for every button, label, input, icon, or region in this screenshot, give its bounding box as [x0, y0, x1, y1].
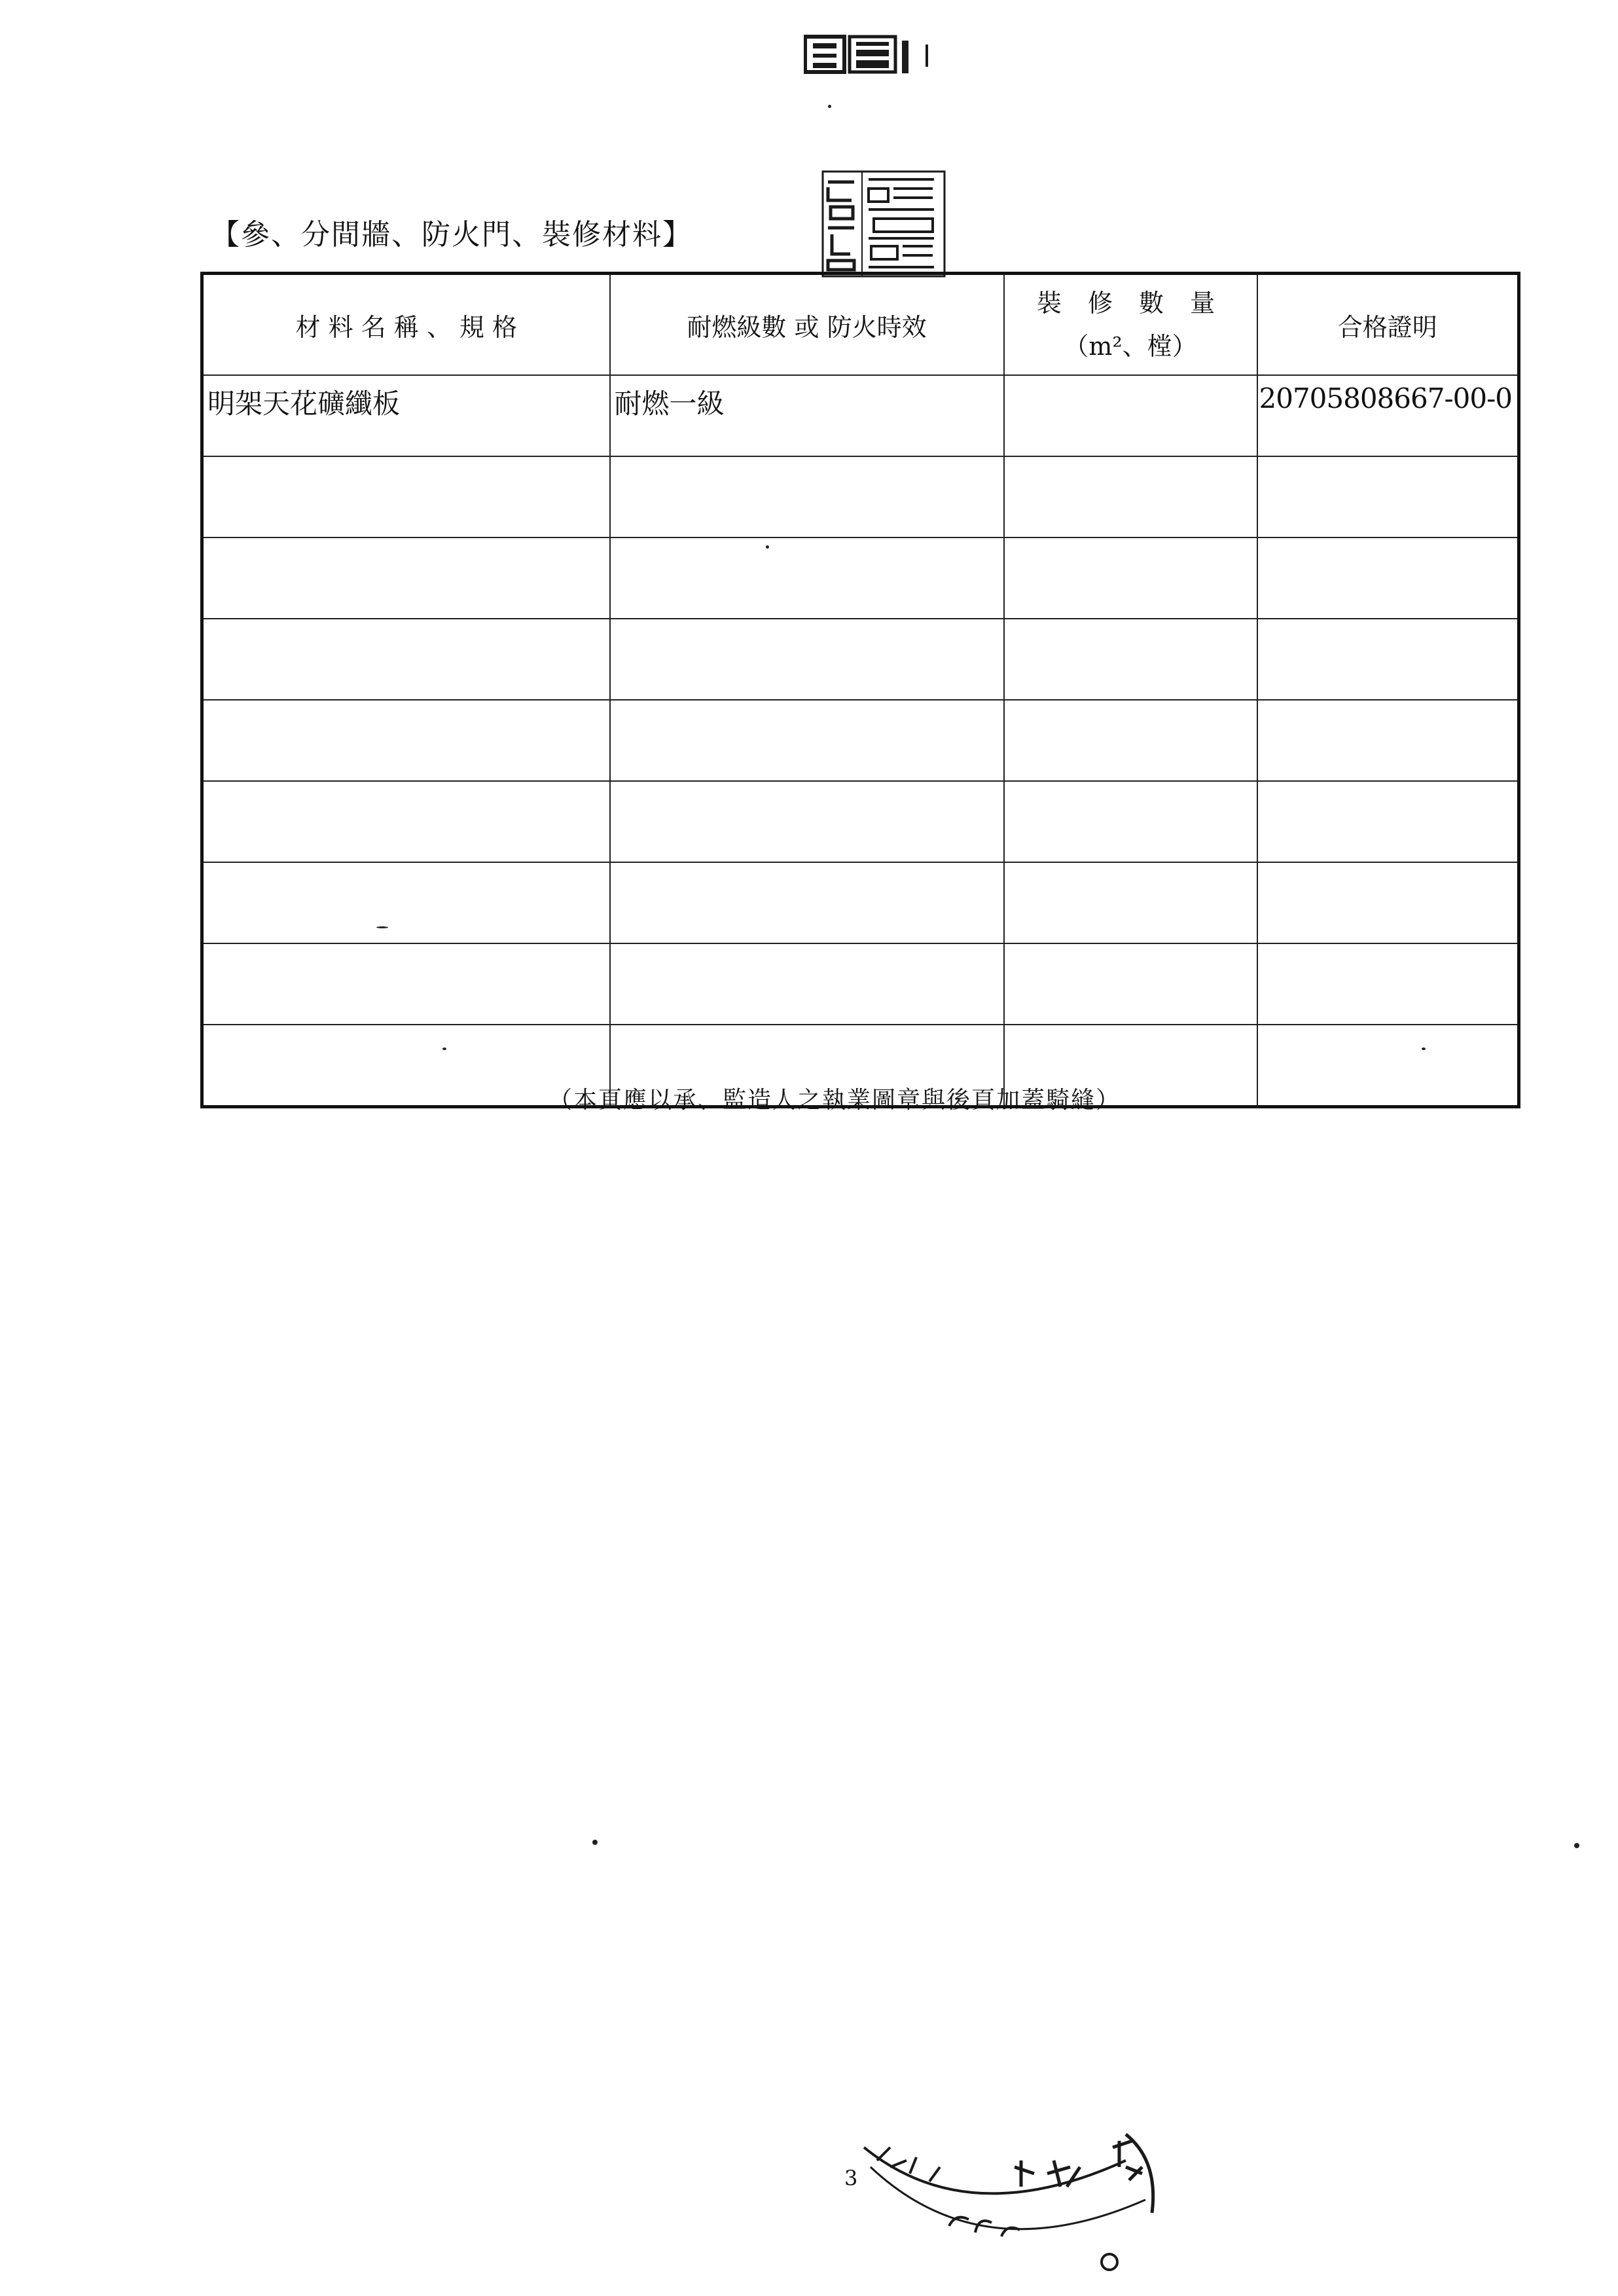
- cell-fire-rating: [610, 943, 1004, 1025]
- scan-speck: [828, 105, 831, 108]
- cell-material-name: [202, 456, 610, 538]
- cell-quantity: [1004, 538, 1257, 619]
- cell-quantity: [1004, 943, 1257, 1025]
- table-row: [202, 456, 1519, 538]
- cell-fire-rating: [610, 538, 1004, 619]
- page-number: 3: [844, 2166, 858, 2191]
- header-certificate-label: 合格證明: [1337, 312, 1437, 342]
- footnote: （本頁應以承、監造人之執業圖章與後頁加蓋騎縫）: [548, 1087, 1121, 1114]
- scan-speck: [376, 926, 388, 928]
- header-material-name-label: 材 料 名 稱 、 規 格: [295, 312, 517, 342]
- cell-fire-rating: [610, 700, 1004, 781]
- cell-certificate: [1257, 456, 1519, 538]
- cell-fire-rating: [610, 456, 1004, 538]
- header-quantity: [1004, 274, 1257, 376]
- table-row: [202, 781, 1519, 862]
- cell-certificate: [1257, 538, 1519, 619]
- cell-material-name: [202, 943, 610, 1025]
- scan-speck: [1422, 1048, 1426, 1050]
- cell-quantity: [1004, 781, 1257, 862]
- seal-stamp-bottom: [851, 2121, 1165, 2296]
- cell-fire-rating: [610, 619, 1004, 700]
- table-row: [202, 538, 1519, 619]
- scan-speck: [1574, 1843, 1579, 1848]
- scan-speck: [592, 1840, 598, 1845]
- header-certificate: [1257, 274, 1519, 376]
- seal-stamp-top: [804, 31, 946, 77]
- cell-quantity: [1004, 456, 1257, 538]
- cell-fire-rating: [610, 781, 1004, 862]
- header-quantity-unit: （m²、樘）: [1064, 332, 1197, 361]
- cell-quantity: [1004, 619, 1257, 700]
- cell-certificate: [1257, 619, 1519, 700]
- table-row: [202, 700, 1519, 781]
- cell-fire-rating: [610, 862, 1004, 943]
- seal-stamp-middle: [821, 169, 946, 280]
- cell-certificate: [1257, 781, 1519, 862]
- cell-material-name: [202, 538, 610, 619]
- cell-material-name: 明架天花礦纖板: [202, 375, 610, 456]
- cell-material-name: [202, 781, 610, 862]
- cell-certificate: [1257, 1025, 1519, 1107]
- table-row: [202, 375, 1519, 456]
- table-header-row: [202, 274, 1519, 376]
- cell-material-name: [202, 619, 610, 700]
- header-fire-rating: [610, 274, 1004, 376]
- scan-speck: [766, 545, 769, 549]
- header-fire-rating-label: 耐燃級數 或 防火時效: [687, 312, 927, 342]
- cell-certificate: [1257, 862, 1519, 943]
- scan-speck: [442, 1048, 446, 1050]
- section-title: 【參、分間牆、防火門、裝修材料】: [211, 218, 692, 251]
- table-row: [202, 862, 1519, 943]
- cell-quantity: [1004, 700, 1257, 781]
- cell-material-name: [202, 700, 610, 781]
- header-material-name: [202, 274, 610, 376]
- cell-quantity: [1004, 375, 1257, 456]
- table-row: [202, 943, 1519, 1025]
- cell-fire-rating: 耐燃一級: [610, 375, 1004, 456]
- cell-certificate: 20705808667-00-0: [1257, 375, 1519, 456]
- header-quantity-label: 裝 修 數 量: [1036, 289, 1225, 318]
- cell-certificate: [1257, 943, 1519, 1025]
- table-row: [202, 619, 1519, 700]
- cell-quantity: [1004, 862, 1257, 943]
- cell-certificate: [1257, 700, 1519, 781]
- cell-material-name: [202, 862, 610, 943]
- materials-table: [200, 272, 1520, 1108]
